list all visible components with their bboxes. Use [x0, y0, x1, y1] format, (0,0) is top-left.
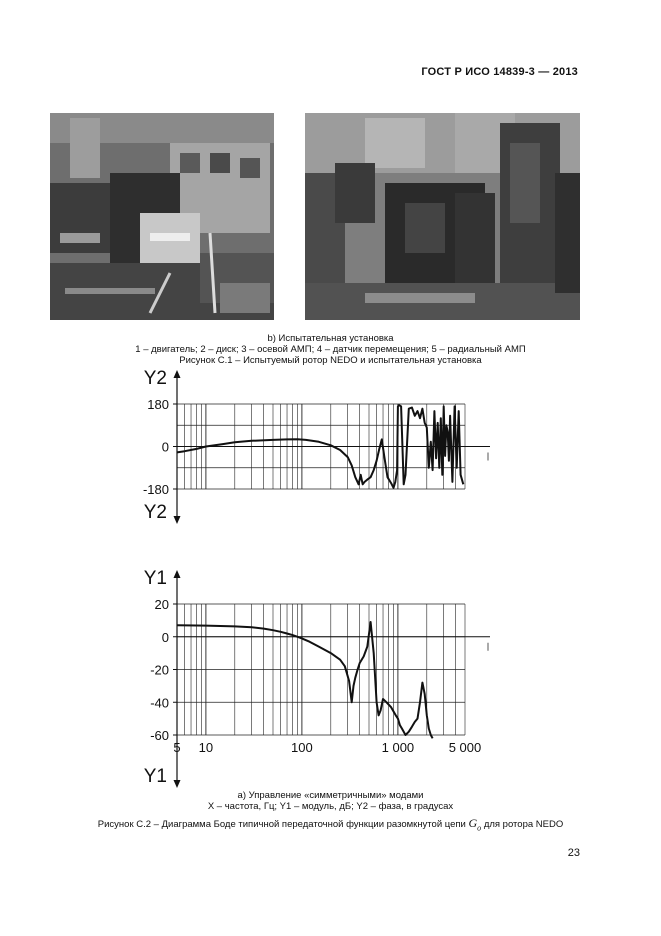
y-axis-arrow-down	[174, 780, 181, 788]
x-tick-label: 5 000	[448, 740, 482, 755]
y-tick-label: -60	[150, 728, 169, 743]
y-tick-label: 20	[154, 597, 169, 612]
figure-c2-subcaption: а) Управление «симметричными» модами	[237, 790, 424, 801]
x-tick-label: 10	[198, 740, 214, 755]
magnitude-chart	[144, 568, 490, 788]
y-axis-label-top: Y2	[143, 368, 167, 389]
page-number: 23	[567, 847, 580, 859]
phase-chart	[143, 368, 490, 524]
figure-c2-legend: X – частота, Гц; Y1 – модуль, дБ; Y2 – фаза, в градусах	[207, 801, 454, 812]
y-tick-label: 0	[161, 439, 169, 455]
figure-c2-caption-prefix: Рисунок С.2 – Диаграмма Боде типичной передаточной функции разомкнутой цепи	[97, 819, 466, 830]
y-axis-arrow-up	[174, 570, 181, 578]
y-axis-arrow-down	[174, 516, 181, 524]
y-axis-arrow-up	[174, 370, 181, 378]
transfer-function-subscript: o	[477, 823, 482, 833]
x-tick-label: 100	[291, 740, 313, 755]
figure-c1-subcaption: b) Испытательная установка	[267, 333, 394, 344]
series-line	[177, 622, 433, 738]
figure-c2-caption	[0, 816, 661, 832]
y-tick-label: -180	[142, 482, 169, 497]
document-header: ГОСТ Р ИСО 14839-3 — 2013	[421, 66, 578, 78]
y-axis-label-top: Y1	[143, 568, 167, 589]
y-tick-label: 180	[147, 397, 169, 412]
y-axis-label-bottom: Y2	[143, 502, 167, 523]
figure-c1-caption: Рисунок С.1 – Испытуемый ротор NEDO и испытательная установка	[179, 355, 482, 366]
x-tick-label: 5	[173, 740, 181, 755]
transfer-function-symbol	[468, 816, 482, 833]
figure-c2-caption-suffix: для ротора NEDO	[483, 819, 564, 830]
transfer-function-letter: G	[468, 816, 478, 830]
x-tick-label: 1 000	[381, 740, 415, 755]
y-tick-label: -20	[150, 662, 169, 678]
figure-c1-legend: 1 – двигатель; 2 – диск; 3 – осевой АМП; 4 – датчик перемещения; 5 – радиальный АМП	[135, 344, 526, 355]
y-tick-label: -40	[150, 695, 169, 711]
y-tick-label: 0	[161, 629, 169, 645]
y-axis-label-bottom: Y1	[143, 766, 167, 787]
